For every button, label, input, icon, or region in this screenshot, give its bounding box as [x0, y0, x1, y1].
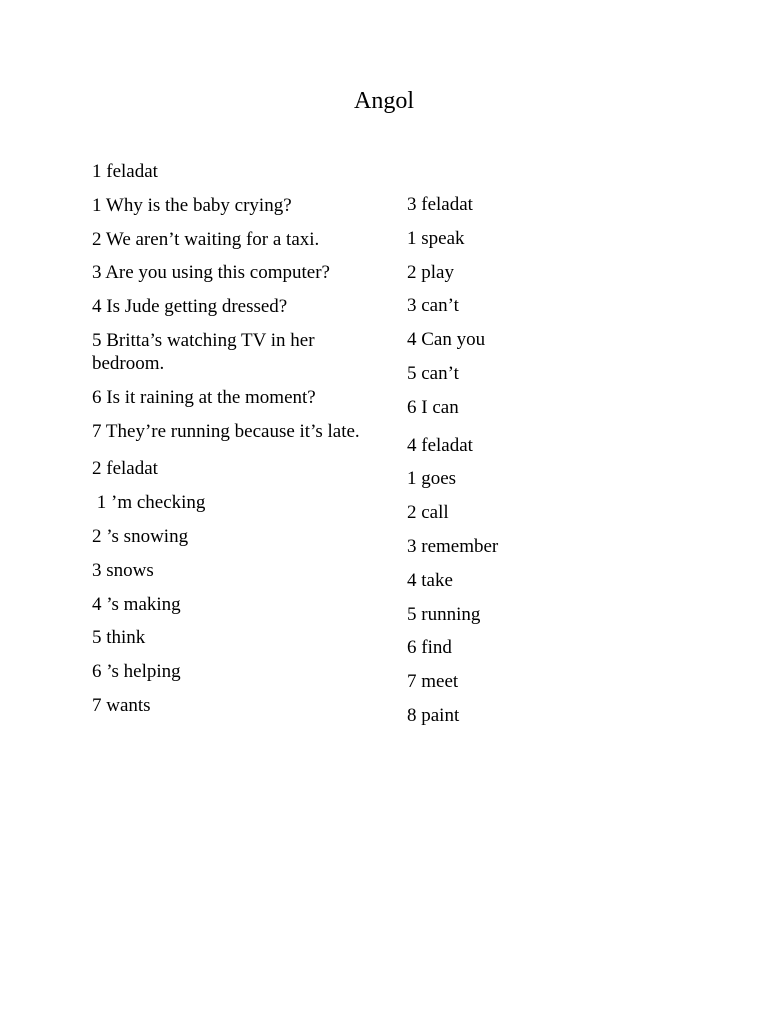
task3-item-6: 6 I can [407, 396, 459, 418]
task2-item-3: 3 snows [92, 559, 154, 581]
task1-item-1: 1 Why is the baby crying? [92, 194, 292, 216]
task4-item-7: 7 meet [407, 671, 459, 693]
task1-item-3: 3 Are you using this computer? [92, 262, 330, 284]
task2-item-7: 7 wants [92, 694, 151, 716]
task4-item-2: 2 call [407, 502, 449, 524]
task3-heading: 3 feladat [407, 194, 473, 215]
task3-item-2: 2 play [407, 261, 454, 283]
right-column [407, 193, 667, 738]
task1-item-6: 6 Is it raining at the moment? [92, 386, 316, 408]
task4-item-4: 4 take [407, 569, 453, 591]
task2-item-5: 5 think [92, 627, 146, 649]
task2-heading: 2 feladat [92, 458, 158, 480]
task1-item-2: 2 We aren’t waiting for a taxi. [92, 228, 320, 250]
page-title: Angol [354, 88, 414, 114]
task3-item-5: 5 can’t [407, 362, 459, 384]
left-column [92, 160, 364, 728]
task4-item-6: 6 find [407, 637, 452, 659]
task3-item-1: 1 speak [407, 227, 465, 249]
task1-item-7: 7 They’re running because it’s late. [92, 420, 360, 442]
task3-item-3: 3 can’t [407, 295, 459, 317]
task1-item-5: 5 Britta’s watching TV in her bedroom. [92, 329, 315, 374]
task2-item-2: 2 ’s snowing [92, 525, 189, 547]
task1-heading: 1 feladat [92, 161, 158, 182]
task3-item-4: 4 Can you [407, 329, 486, 351]
task4-item-8: 8 paint [407, 704, 460, 726]
task1-item-4: 4 Is Jude getting dressed? [92, 296, 288, 318]
task4-item-1: 1 goes [407, 468, 457, 490]
task4-item-5: 5 running [407, 603, 481, 625]
task4-item-3: 3 remember [407, 535, 499, 557]
task2-item-4: 4 ’s making [92, 593, 181, 615]
task2-item-1: 1 ’m checking [92, 492, 206, 514]
task4-heading: 4 feladat [407, 434, 473, 456]
task2-item-6: 6 ’s helping [92, 661, 181, 683]
